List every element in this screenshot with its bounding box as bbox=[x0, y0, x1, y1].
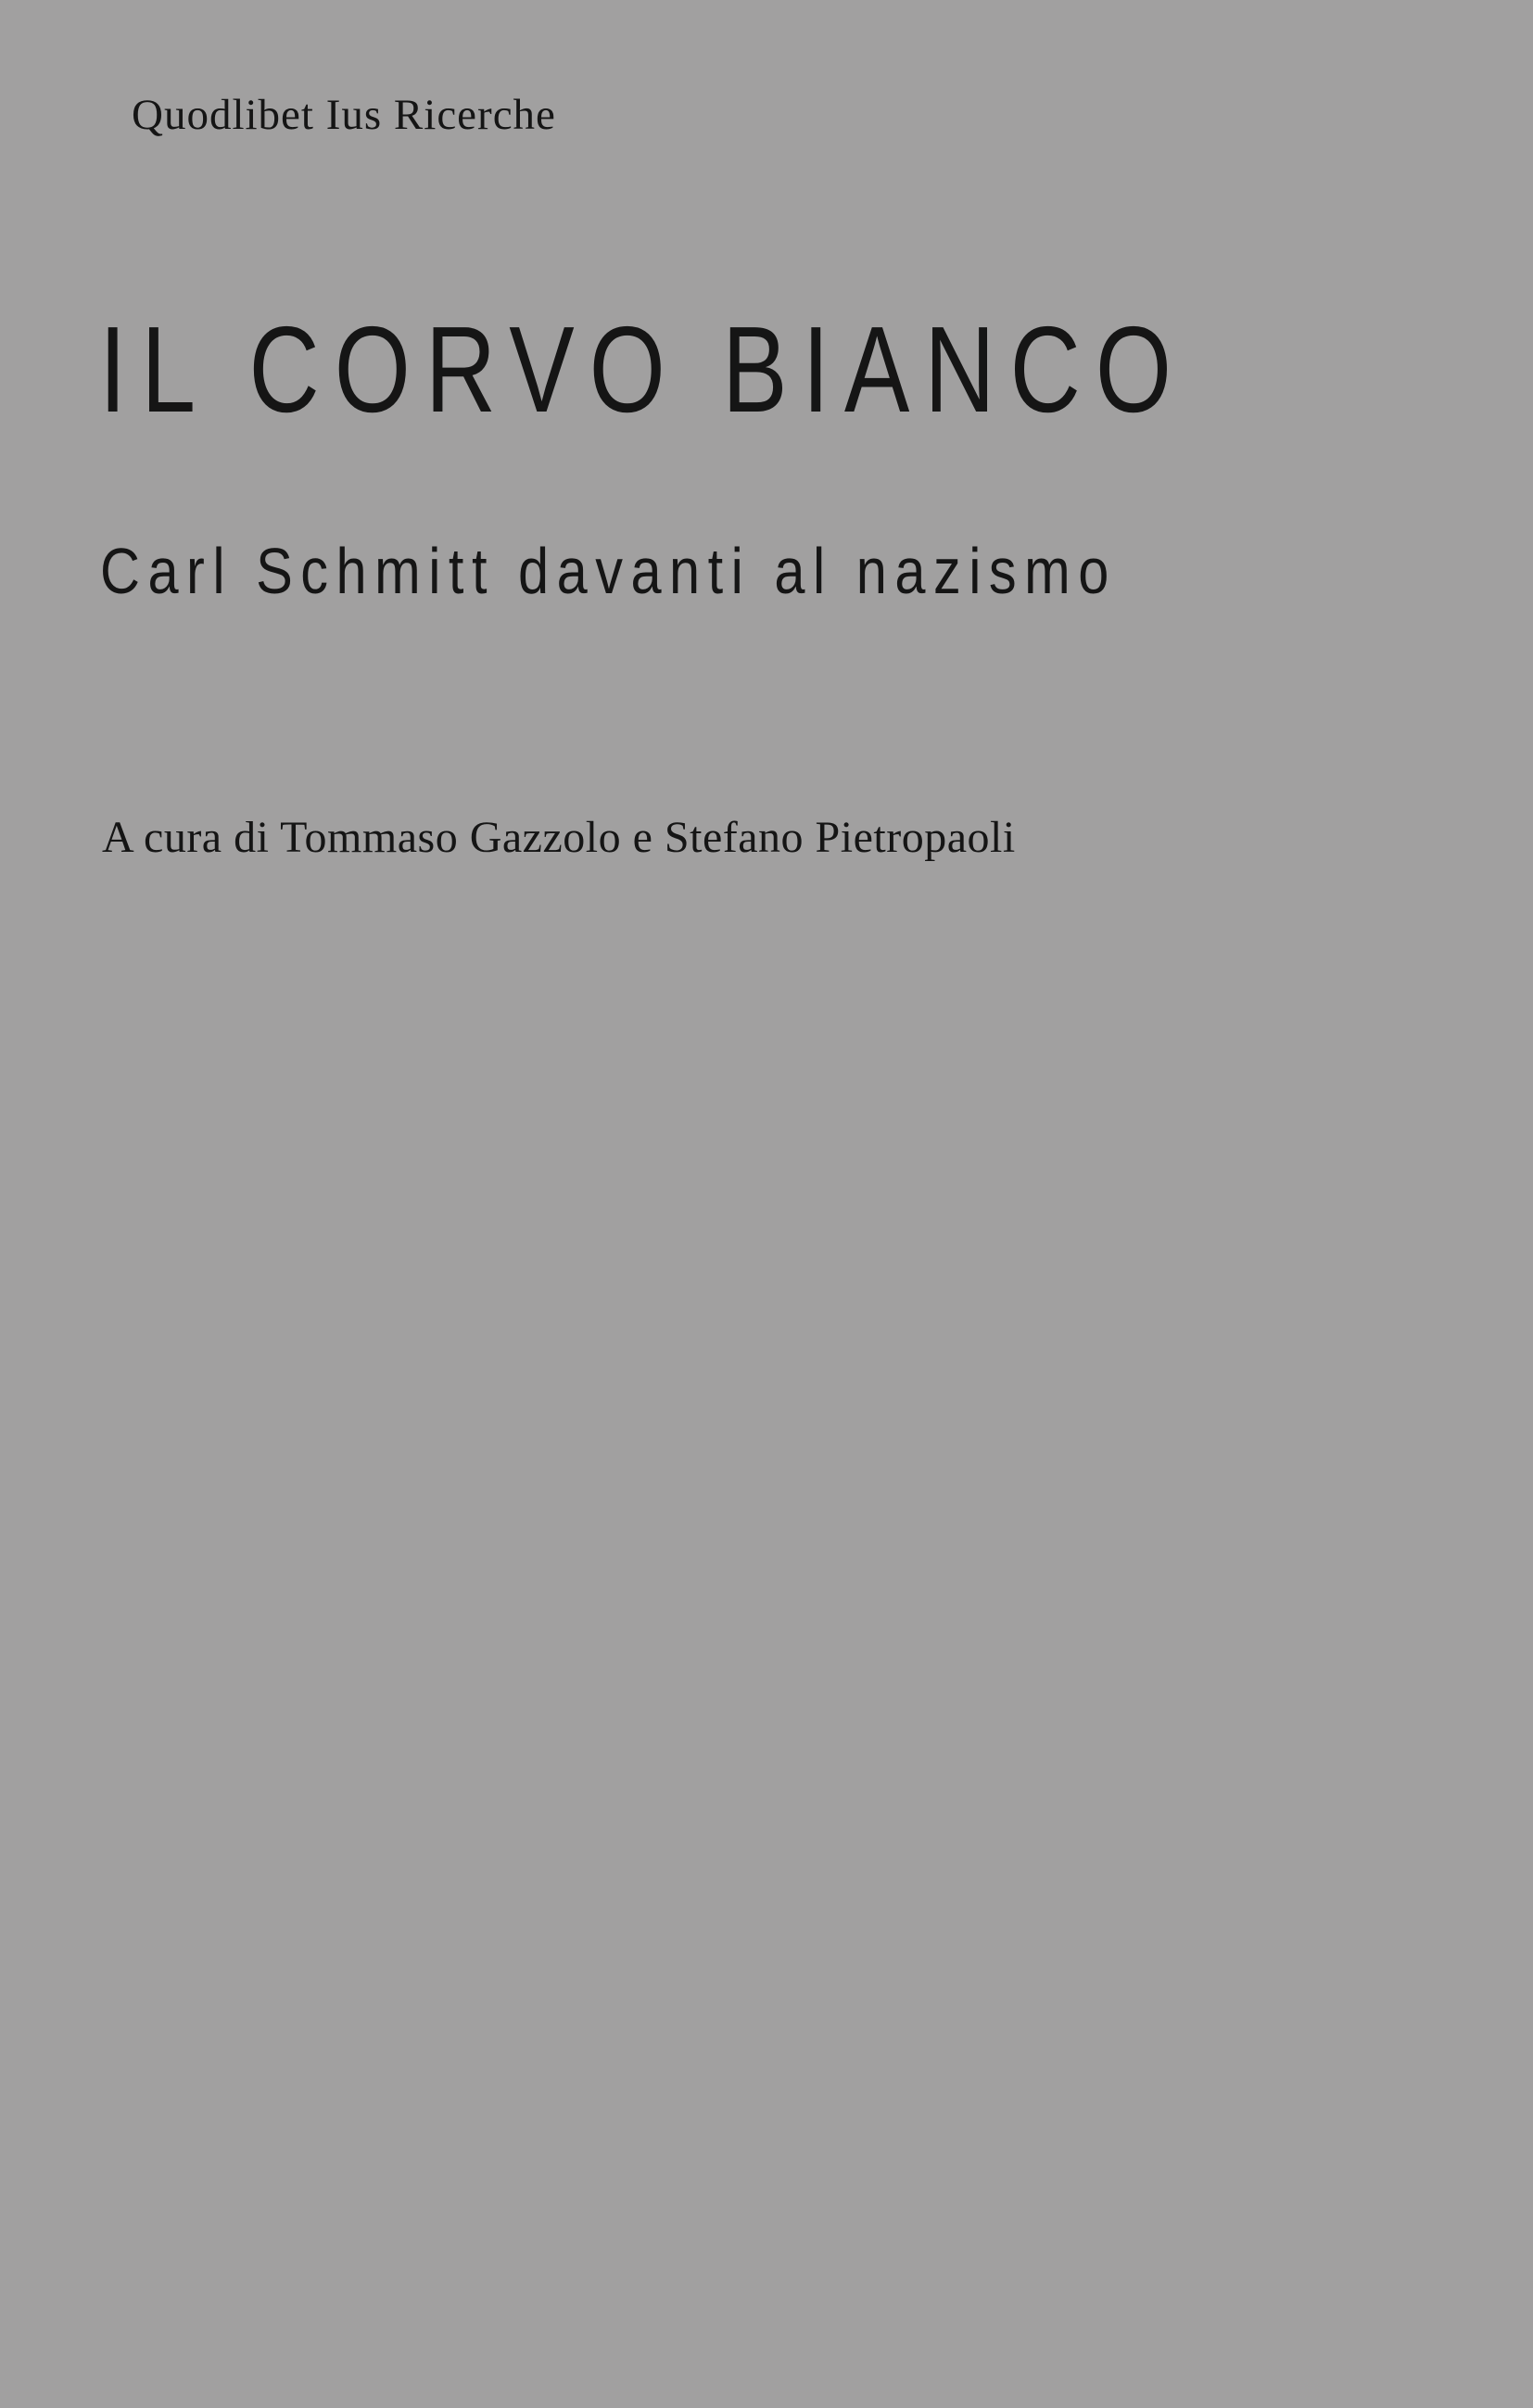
editors-line: A cura di Tommaso Gazzolo e Stefano Pietropaoli bbox=[102, 813, 1016, 862]
book-title: IL CORVO BIANCO bbox=[99, 301, 1187, 437]
series-label: Quodlibet Ius Ricerche bbox=[132, 91, 556, 139]
book-subtitle: Carl Schmitt davanti al nazismo bbox=[100, 535, 1117, 607]
